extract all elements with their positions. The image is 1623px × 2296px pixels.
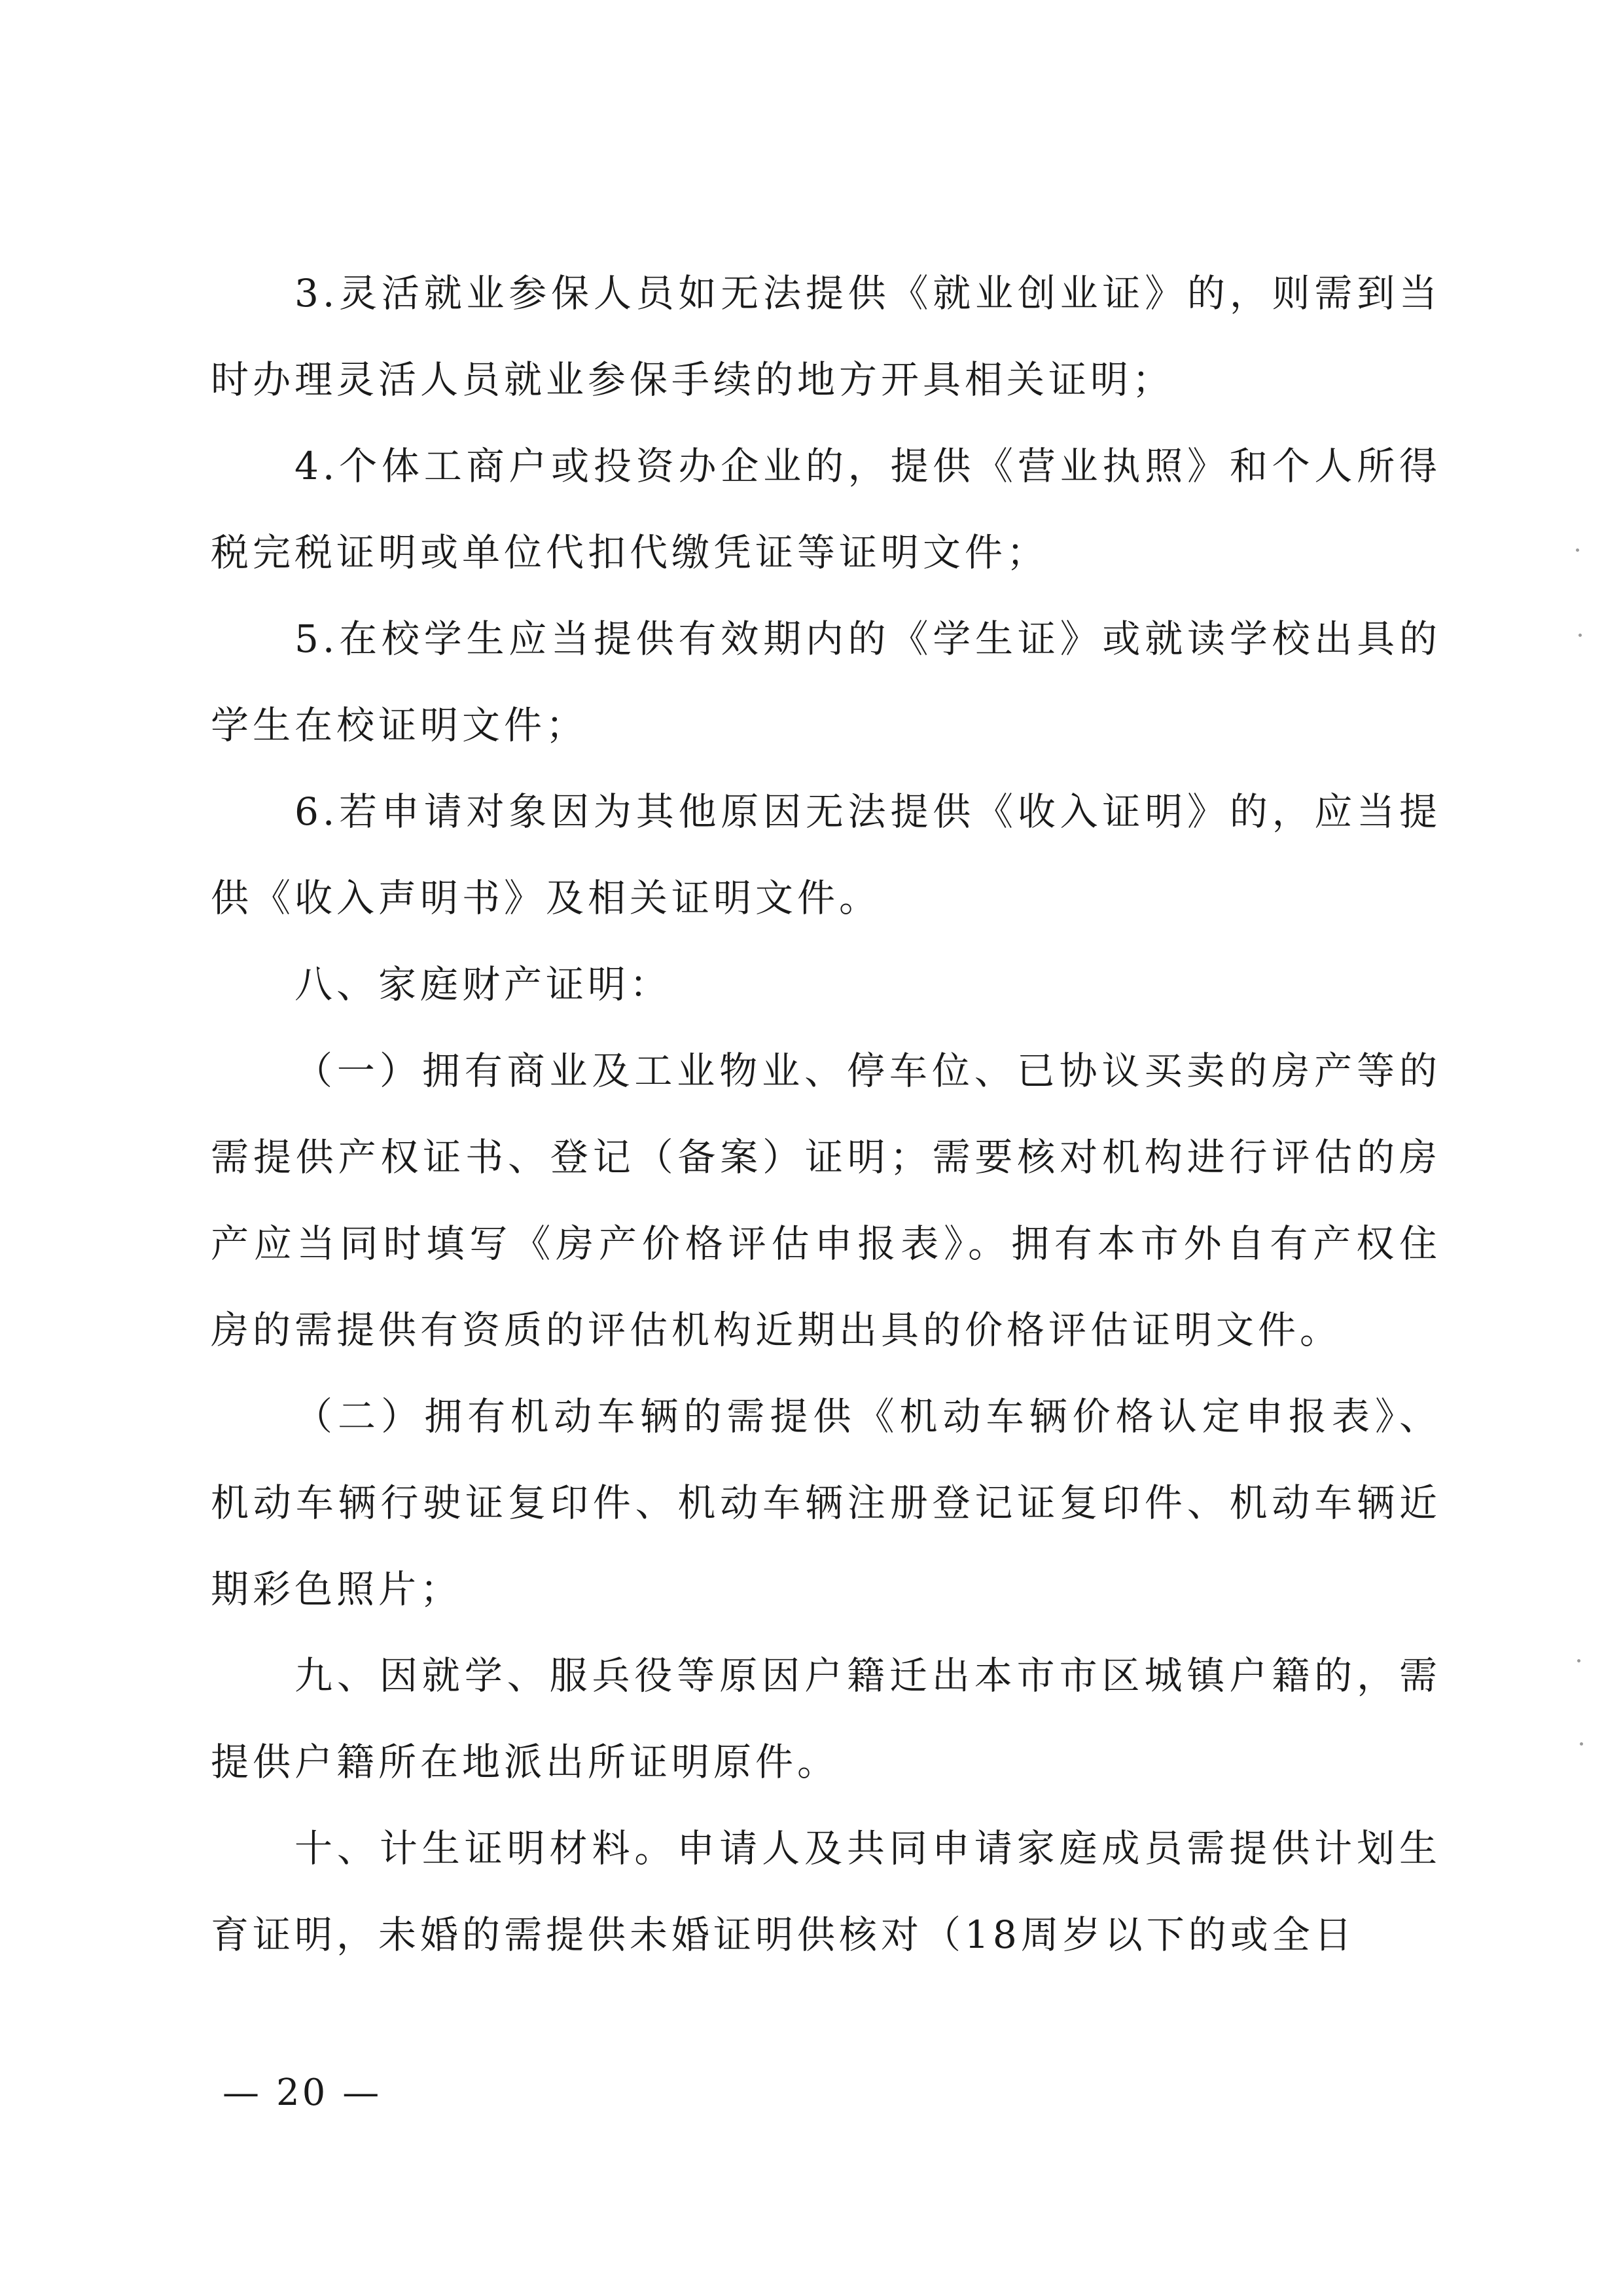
scan-speck <box>1577 1659 1580 1662</box>
paragraph-6-income-statement: 6.若申请对象因为其他原因无法提供《收入证明》的，应当提供《收入声明书》及相关证明文件。 <box>211 789 1441 920</box>
scan-speck <box>1578 634 1582 637</box>
section-9-paragraph: 九、因就学、服兵役等原因户籍迁出本市市区城镇户籍的，需提供户籍所在地派出所证明原件。 <box>211 1653 1441 1784</box>
paragraph-4-business-owner: 4.个体工商户或投资办企业的，提供《营业执照》和个人所得税完税证明或单位代扣代缴凭证等证明文件； <box>211 444 1441 575</box>
paragraph-3-flexible-employment: 3.灵活就业参保人员如无法提供《就业创业证》的，则需到当时办理灵活人员就业参保手续的地方开具相关证明； <box>211 271 1441 402</box>
document-body <box>211 250 1441 1978</box>
section-8-item-1: （一）拥有商业及工业物业、停车位、已协议买卖的房产等的需提供产权证书、登记（备案）证明；需要核对机构进行评估的房产应当同时填写《房产价格评估申报表》。拥有本市外自有产权住房的需提供有资质的评估机构近期出具的价格评估证明文件。 <box>211 1049 1441 1352</box>
section-8-item-2: （二）拥有机动车辆的需提供《机动车辆价格认定申报表》、机动车辆行驶证复印件、机动车辆注册登记证复印件、机动车辆近期彩色照片； <box>211 1394 1441 1611</box>
page-number-dash-right: — <box>342 2072 382 2114</box>
page-number-value: 20 <box>276 2072 329 2114</box>
section-8-heading: 八、家庭财产证明： <box>294 962 672 1007</box>
paragraph-5-student: 5.在校学生应当提供有效期内的《学生证》或就读学校出具的学生在校证明文件； <box>211 617 1441 747</box>
scan-speck <box>1576 548 1579 552</box>
scan-speck <box>1580 1742 1583 1746</box>
page-number-dash-left: — <box>223 2072 262 2114</box>
section-10-paragraph: 十、计生证明材料。申请人及共同申请家庭成员需提供计划生育证明，未婚的需提供未婚证明供核对（18周岁以下的或全日 <box>211 1826 1441 1957</box>
page-number-footer <box>223 2072 382 2114</box>
